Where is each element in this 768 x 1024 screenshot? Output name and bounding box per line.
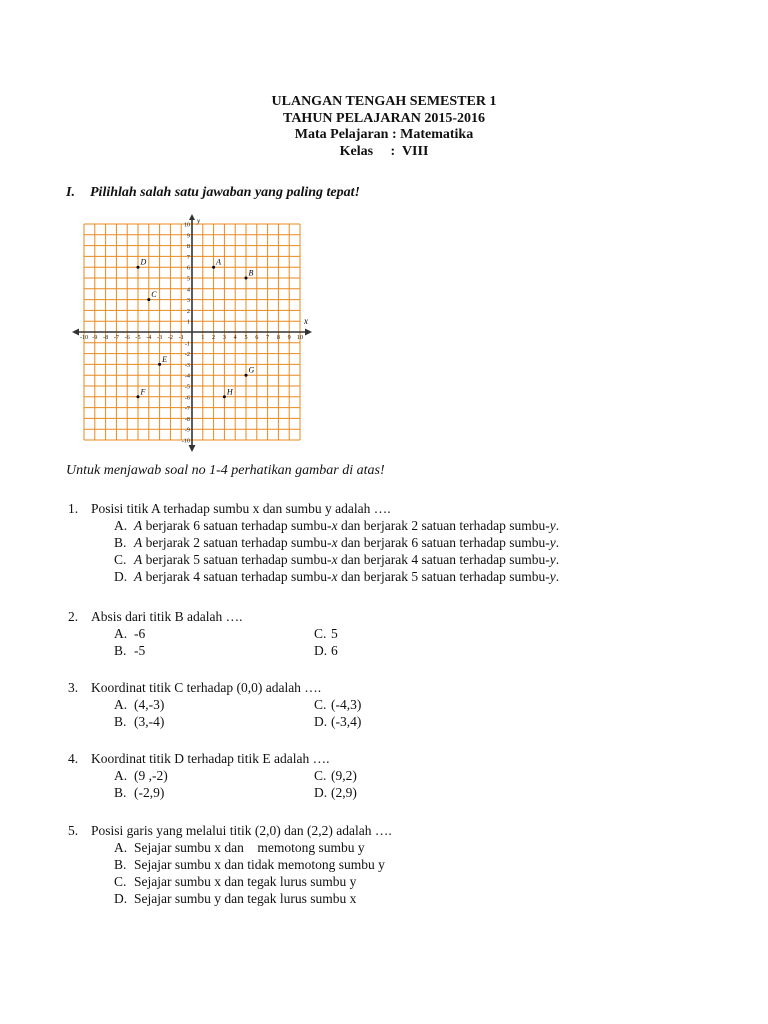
point-e: [158, 363, 161, 366]
question-3: [68, 679, 514, 730]
y-tick-label: -5: [184, 383, 190, 391]
option-letter: A.: [114, 840, 128, 855]
y-tick-label: -4: [184, 372, 190, 380]
header-line-4: Kelas : VIII: [339, 143, 429, 159]
option-text: Sejajar sumbu x dan tegak lurus sumbu y: [134, 874, 357, 889]
option-text: Sejajar sumbu x dan memotong sumbu y: [134, 840, 365, 855]
point-label-f: F: [140, 387, 146, 397]
option-c[interactable]: [114, 873, 392, 890]
y-axis-arrow-up: [189, 214, 195, 220]
option-letter: B.: [114, 785, 127, 800]
point-h: [223, 395, 226, 398]
option-a[interactable]: [114, 696, 314, 713]
question-5: [68, 822, 392, 907]
option-text: dan berjarak 4 satuan terhadap sumbu-: [337, 552, 550, 567]
option-var: A: [134, 552, 143, 567]
option-var: x: [331, 535, 338, 550]
option-d[interactable]: [114, 890, 392, 907]
option-letter: D.: [114, 891, 128, 906]
option-text: .: [555, 552, 560, 567]
option-letter: C.: [314, 626, 327, 641]
x-tick-label: 8: [276, 334, 280, 341]
option-var: y: [549, 518, 556, 533]
section-number: I.: [66, 185, 75, 200]
point-g: [245, 374, 248, 377]
y-tick-label: -2: [184, 351, 190, 359]
option-text: Sejajar sumbu x dan tidak memotong sumbu y: [134, 857, 385, 872]
option-var: A: [134, 569, 143, 584]
option-letter: B.: [114, 643, 127, 658]
point-label-e: E: [162, 354, 167, 364]
header-line-2: TAHUN PELAJARAN 2015-2016: [283, 110, 485, 126]
option-text: berjarak 6 satuan terhadap sumbu-: [142, 518, 332, 533]
option-letter: D.: [114, 569, 128, 584]
option-letter: C.: [314, 697, 327, 712]
question-number: 1.: [68, 501, 79, 516]
option-b[interactable]: [114, 784, 314, 801]
point-label-d: D: [140, 257, 147, 267]
x-tick-label: 2: [212, 334, 216, 341]
option-text: dan berjarak 6 satuan terhadap sumbu-: [337, 535, 550, 550]
option-var: A: [134, 535, 143, 550]
option-d[interactable]: [314, 784, 514, 801]
y-tick-label: 2: [186, 307, 190, 315]
x-axis-label: x: [304, 316, 308, 326]
x-tick-label: 6: [255, 334, 259, 341]
option-var: x: [331, 569, 338, 584]
option-text: 6: [331, 643, 338, 658]
option-letter: D.: [314, 643, 328, 658]
option-letter: D.: [314, 714, 328, 729]
point-a: [212, 266, 215, 269]
instruction-text: Untuk menjawab soal no 1-4 perhatikan gambar di atas!: [66, 463, 385, 478]
x-tick-label: 4: [233, 334, 237, 341]
option-letter: C.: [114, 552, 127, 567]
option-text: Sejajar sumbu y dan tegak lurus sumbu x: [134, 891, 357, 906]
option-text: .: [555, 518, 560, 533]
option-b[interactable]: [114, 713, 314, 730]
section-title: [66, 185, 360, 201]
header-line-3: Mata Pelajaran : Matematika: [294, 127, 474, 142]
option-var: x: [331, 518, 338, 533]
point-f: [137, 395, 140, 398]
y-tick-label: 1: [186, 318, 190, 326]
x-tick-label: 9: [287, 334, 291, 341]
option-text: .: [555, 535, 560, 550]
option-text: (9,2): [331, 768, 357, 783]
option-var: y: [549, 569, 556, 584]
coordinate-grid: [70, 212, 320, 469]
y-tick-label: 9: [186, 232, 190, 240]
question-number: 3.: [68, 680, 79, 695]
option-letter: A.: [114, 697, 128, 712]
option-text: dan berjarak 5 satuan terhadap sumbu-: [337, 569, 550, 584]
option-var: A: [134, 518, 143, 533]
exam-header: [0, 94, 768, 160]
x-tick-label: 1: [201, 334, 205, 341]
option-c[interactable]: [314, 625, 514, 642]
x-tick-label: -3: [157, 334, 163, 341]
y-tick-label: 4: [186, 286, 190, 294]
option-a[interactable]: [114, 839, 392, 856]
x-tick-label: 3: [222, 334, 226, 341]
question-text: Absis dari titik B adalah ….: [91, 609, 243, 624]
option-var: y: [549, 552, 556, 567]
option-text: -6: [134, 626, 146, 641]
x-tick-label: -2: [167, 334, 173, 341]
x-tick-label: -6: [124, 334, 130, 341]
header-line-1: ULANGAN TENGAH SEMESTER 1: [271, 94, 497, 109]
question-number: 4.: [68, 751, 79, 766]
x-tick-label: -5: [135, 334, 141, 341]
option-b[interactable]: [114, 642, 314, 659]
point-label-c: C: [151, 290, 157, 300]
y-tick-label: 3: [186, 297, 190, 305]
y-tick-label: 10: [183, 221, 190, 229]
option-letter: A.: [114, 626, 128, 641]
question-1: [68, 500, 559, 585]
question-4: [68, 750, 514, 801]
option-c[interactable]: [314, 696, 514, 713]
question-text: Posisi garis yang melalui titik (2,0) dan (2,2) adalah ….: [91, 823, 392, 838]
point-b: [245, 277, 248, 280]
option-d[interactable]: [314, 713, 514, 730]
y-tick-label: -9: [184, 426, 190, 434]
option-a[interactable]: [114, 767, 314, 784]
question-number: 5.: [68, 823, 79, 838]
option-text: (4,-3): [134, 697, 165, 712]
option-letter: C.: [314, 768, 327, 783]
x-tick-label: 7: [266, 334, 270, 341]
y-tick-label: -6: [184, 394, 190, 402]
point-c: [147, 298, 150, 301]
y-tick-label: -10: [181, 437, 190, 445]
option-text: berjarak 2 satuan terhadap sumbu-: [142, 535, 332, 550]
option-text: (-2,9): [134, 785, 165, 800]
x-tick-label: -8: [103, 334, 109, 341]
option-var: x: [331, 552, 338, 567]
x-tick-label: -1: [178, 334, 184, 341]
x-axis-arrow-right: [305, 329, 312, 336]
option-text: dan berjarak 2 satuan terhadap sumbu-: [337, 518, 550, 533]
option-letter: B.: [114, 714, 127, 729]
coordinate-plane: [70, 212, 320, 464]
option-text: -5: [134, 643, 146, 658]
x-tick-label: -7: [113, 334, 119, 341]
y-tick-label: -8: [184, 415, 190, 423]
question-text: Koordinat titik C terhadap (0,0) adalah ….: [91, 680, 322, 695]
option-letter: B.: [114, 857, 127, 872]
option-text: (9 ,-2): [134, 768, 168, 783]
option-b[interactable]: [114, 534, 559, 551]
option-c[interactable]: [114, 551, 559, 568]
point-label-b: B: [248, 268, 254, 278]
option-text: .: [555, 569, 560, 584]
question-number: 2.: [68, 609, 79, 624]
x-tick-label: -4: [146, 334, 152, 341]
y-tick-label: -1: [184, 340, 190, 348]
point-label-a: A: [216, 257, 221, 267]
question-2: [68, 608, 514, 659]
x-tick-label: 10: [296, 334, 304, 341]
option-text: (-3,4): [331, 714, 362, 729]
section-title-text: Pilihlah salah satu jawaban yang paling tepat!: [90, 185, 360, 200]
y-tick-label: 6: [186, 264, 190, 272]
option-letter: B.: [114, 535, 127, 550]
x-tick-label: -10: [79, 334, 89, 341]
option-letter: D.: [314, 785, 328, 800]
y-tick-label: 8: [186, 243, 190, 251]
option-text: (-4,3): [331, 697, 362, 712]
option-text: (3,-4): [134, 714, 165, 729]
point-label-g: G: [248, 365, 255, 375]
option-d[interactable]: [114, 568, 559, 585]
option-a[interactable]: [114, 517, 559, 534]
question-text: Posisi titik A terhadap sumbu x dan sumbu y adalah ….: [91, 501, 391, 516]
option-text: 5: [331, 626, 338, 641]
option-text: berjarak 5 satuan terhadap sumbu-: [142, 552, 332, 567]
y-axis-label: y: [197, 217, 201, 225]
y-tick-label: -3: [184, 361, 190, 369]
option-a[interactable]: [114, 625, 314, 642]
option-d[interactable]: [314, 642, 514, 659]
point-d: [137, 266, 140, 269]
y-tick-label: -7: [184, 405, 190, 413]
option-letter: A.: [114, 768, 128, 783]
x-tick-label: -9: [92, 334, 98, 341]
y-tick-label: 5: [186, 275, 190, 283]
option-letter: A.: [114, 518, 128, 533]
option-c[interactable]: [314, 767, 514, 784]
option-letter: C.: [114, 874, 127, 889]
x-tick-label: 5: [244, 334, 248, 341]
y-tick-label: 7: [186, 253, 190, 261]
y-axis-arrow-down: [189, 445, 196, 452]
option-text: (2,9): [331, 785, 357, 800]
point-label-h: H: [226, 387, 233, 397]
question-text: Koordinat titik D terhadap titik E adalah ….: [91, 751, 330, 766]
option-b[interactable]: [114, 856, 392, 873]
option-var: y: [549, 535, 556, 550]
x-axis-arrow-left: [72, 329, 79, 336]
option-text: berjarak 4 satuan terhadap sumbu-: [142, 569, 332, 584]
